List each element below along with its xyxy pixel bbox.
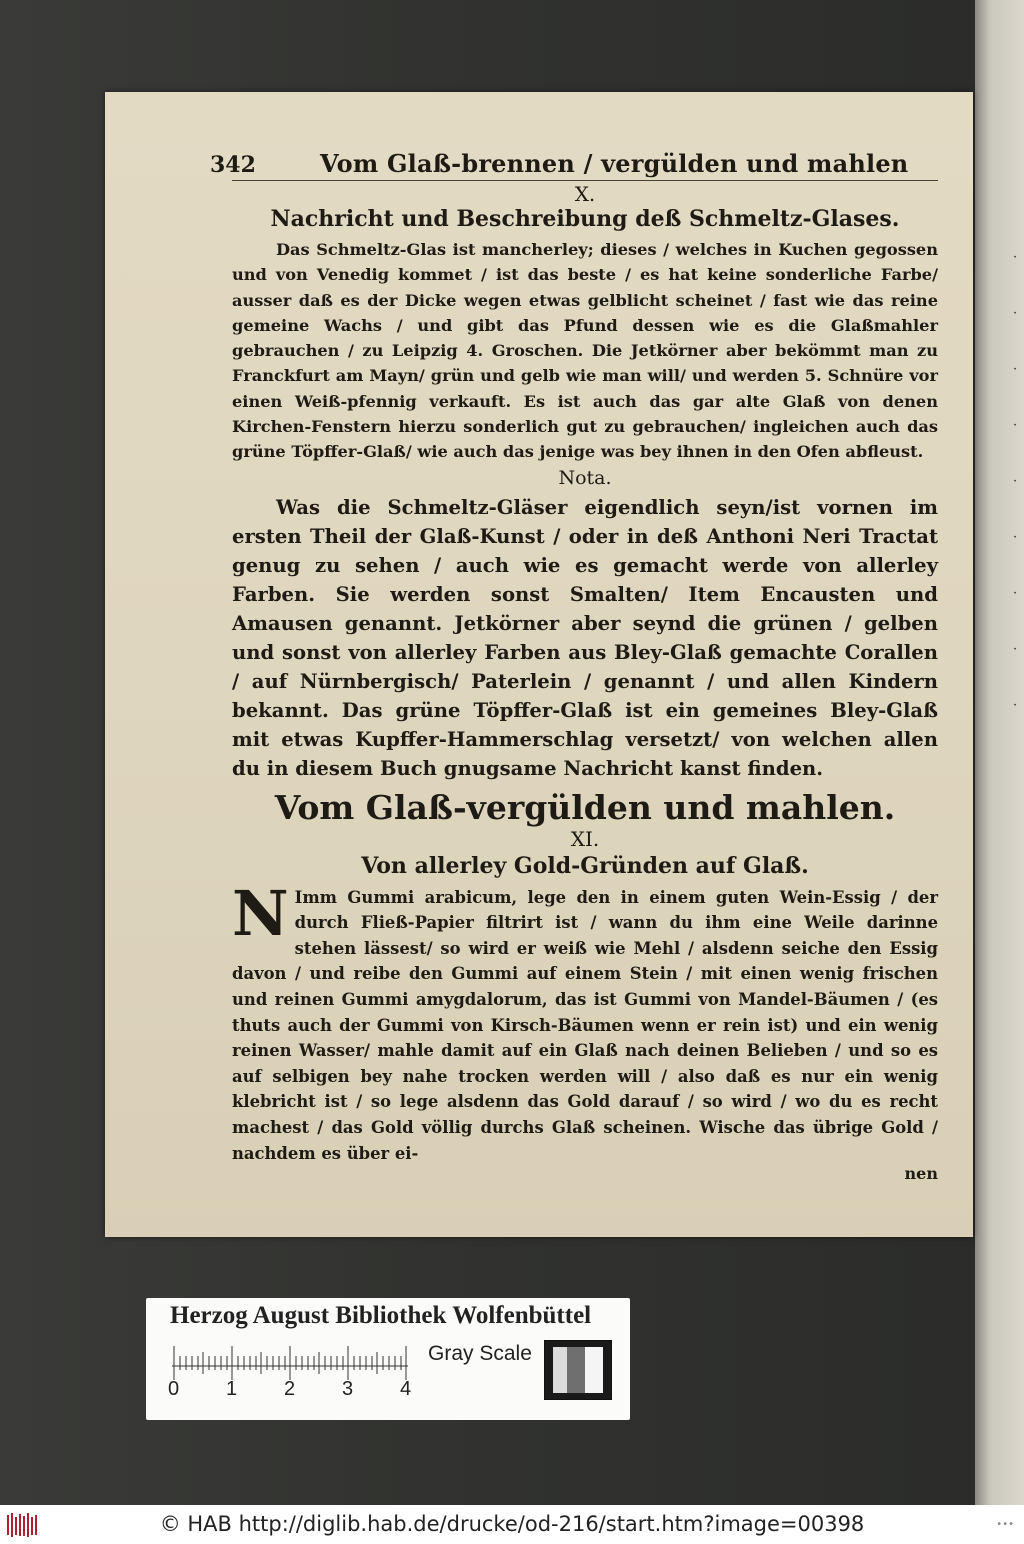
running-title: Vom Glaß-brennen / vergülden und mahlen — [320, 149, 909, 178]
paragraph-text: Imm Gummi arabicum, lege den in einem guten Wein-Essig / der durch Fließ-Papier filtrirt ist / wann du ihm eine Weile darinne stehen lässest/ so wird er weiß wie Mehl / alsdenn seiche den Essig davon / und reibe den Gummi auf einem Stein / mit einen wenig frischen und reinen Gummi amygdalorum, das ist Gummi von Mandel-Bäumen / (es thuts auch der Gummi von Kirsch-Bäumen wenn er rein ist) und ein wenig reinen Wasser/ mahle damit auf ein Glaß nach deinen Belieben / und so es auf selbigen bey nahe trocken werden will / also daß es nur ein wenig klebricht ist / so lege alsdenn das Gold darauf / so wird / wo du es recht machest / das Gold völlig durchs Glaß scheinen. Wische das übrige Gold / nachdem es über ei- — [232, 887, 938, 1163]
adjacent-page-marks: · · · · · · · · · — [1013, 250, 1018, 713]
page-text-block — [210, 142, 938, 1184]
chapter-heading: Vom Glaß-vergülden und mahlen. — [274, 787, 896, 827]
ruler-number: 2 — [284, 1378, 296, 1400]
ruler-number: 3 — [342, 1378, 354, 1400]
section-number: XI. — [570, 826, 600, 851]
library-scale-card — [146, 1298, 630, 1420]
gray-patch-light — [553, 1347, 567, 1393]
gray-patch-mid — [567, 1347, 585, 1393]
footer-bar — [0, 1505, 1024, 1544]
section-title: Nachricht und Beschreibung deß Schmeltz-Glases. — [270, 206, 900, 232]
nota-paragraph: Was die Schmeltz-Gläser eigendlich seyn/ist vornen im ersten Theil der Glaß-Kunst / oder in deß Anthoni Neri Tractat genug zu sehen / auch wie es gemacht werde von allerley Farben. Sie werden sonst Smalten/ Item Encausten und Amausen genannt. Jetkörner aber seynd die grünen / gelben und sonst von allerley Farben aus Bley-Glaß gemachte Corallen / auf Nürnbergisch/ Paterlein / genannt / und allen Kindern bekannt. Das grüne Töpffer-Glaß ist ein gemeines Bley-Glaß mit etwas Kupffer-Hammerschlag versetzt/ von welchen allen du in diesem Buch gnugsame Nachricht kanst finden. — [232, 495, 938, 780]
ruler-number: 1 — [226, 1378, 238, 1400]
page-number: 342 — [210, 152, 256, 178]
institution-name: Herzog August Bibliothek Wolfenbüttel — [170, 1302, 592, 1329]
ruler-numbers — [166, 1378, 426, 1404]
gray-scale-label: Gray Scale — [428, 1342, 532, 1365]
nota-heading: Nota. — [558, 466, 612, 489]
section-number: X. — [574, 182, 596, 206]
catchword: nen — [904, 1164, 938, 1184]
book-page — [105, 92, 973, 1237]
section-paragraph — [232, 876, 938, 1167]
section-title: Von allerley Gold-Gründen auf Glaß. — [361, 852, 809, 879]
footer-dots: ••• — [996, 1519, 1014, 1530]
footer-copyright-url: © HAB http://diglib.hab.de/drucke/od-216/start.htm?image=00398 — [159, 1512, 865, 1536]
gray-patch-white — [585, 1347, 603, 1393]
drop-cap: N — [232, 876, 289, 950]
adjacent-page-edge — [975, 0, 1024, 1505]
ruler-number: 0 — [168, 1378, 180, 1400]
page-header — [210, 142, 938, 181]
cm-ruler-icon — [172, 1346, 408, 1380]
ruler-number: 4 — [400, 1378, 412, 1400]
gray-scale-swatch-icon — [544, 1340, 612, 1400]
section-paragraph: Das Schmeltz-Glas ist mancherley; dieses / welches in Kuchen gegossen und von Venedig kommet / ist das beste / es hat keine sonderliche Farbe/ ausser daß es der Dicke wegen etwas gelblicht scheinet / fast wie das reine gemeine Wachs / und gibt das Pfund dessen wie es die Glaßmahler gebrauchen / zu Leipzig 4. Groschen. Die Jetkörner aber bekömmt man zu Franckfurt am Mayn/ grün und gelb wie man will/ und werden 5. Schnüre vor einen Weiß-pfennig verkauft. Es ist auch das gar alte Glaß von denen Kirchen-Fenstern hierzu sonderlich gut zu gebrauchen/ ingleichen auch das grüne Töpffer-Glaß/ wie auch das jenige was bey ihnen in den Ofen abfleust. — [232, 240, 938, 462]
